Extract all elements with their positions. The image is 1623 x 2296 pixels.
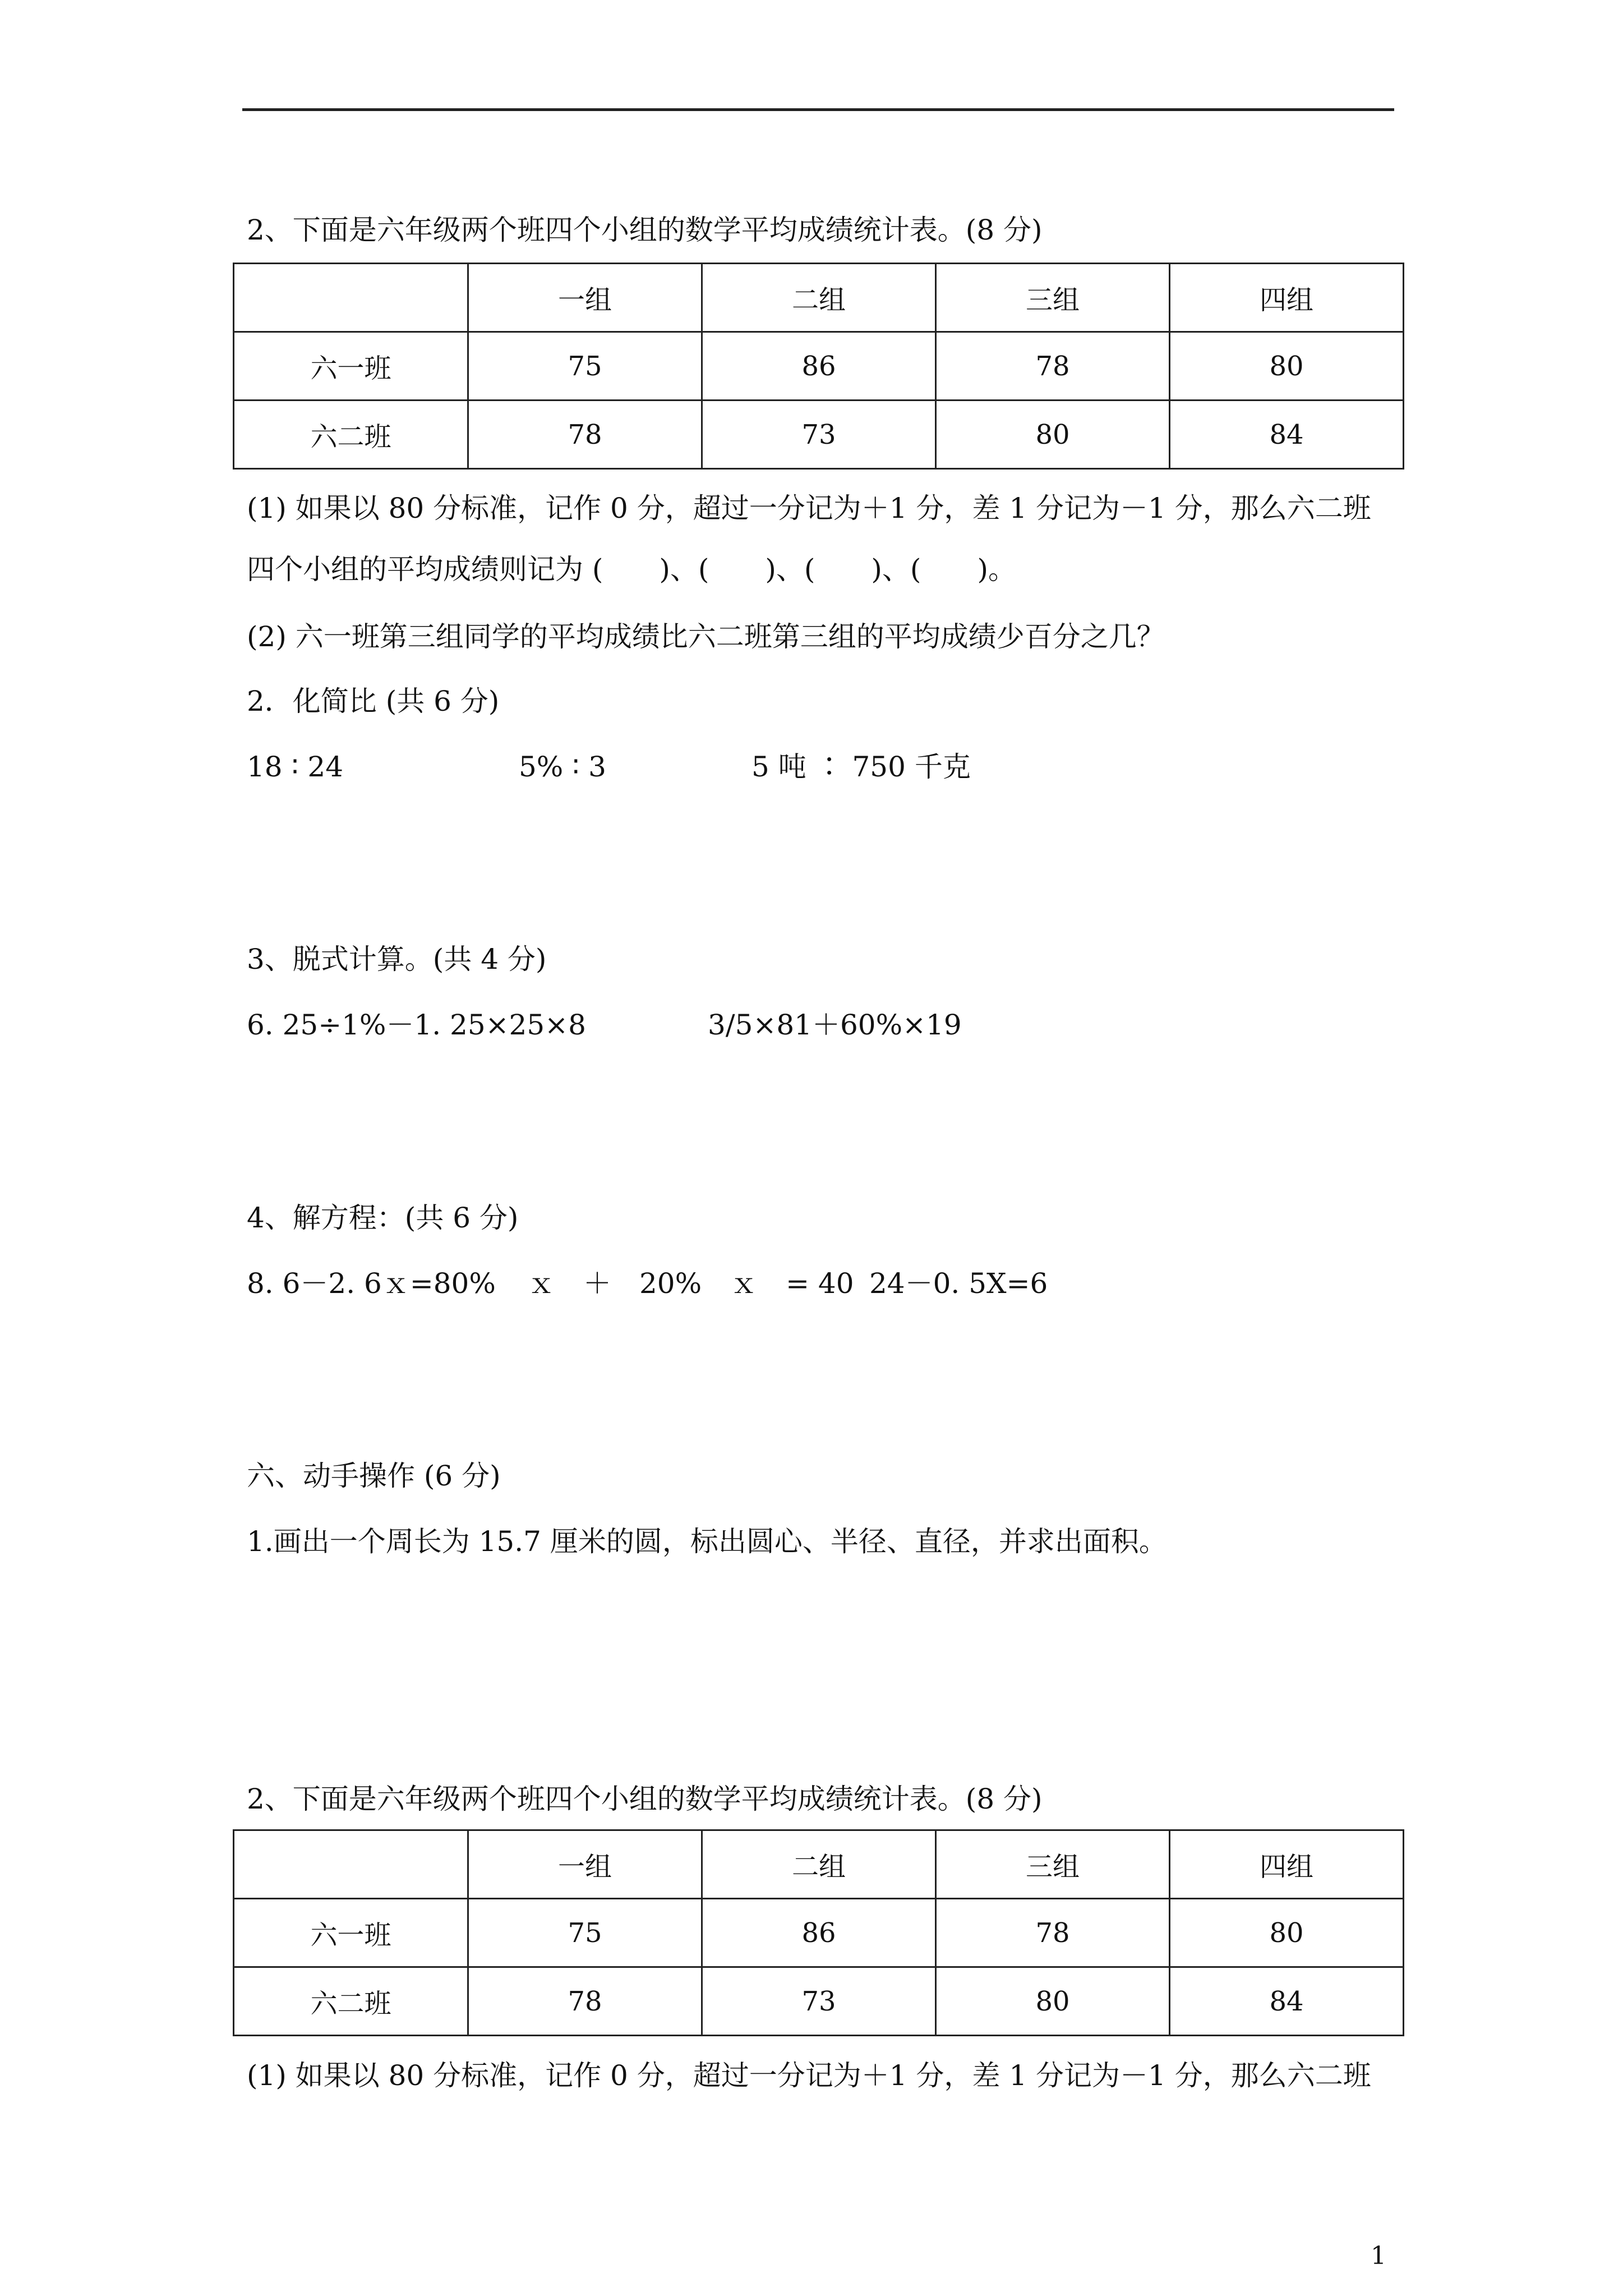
table-header-cell (234, 264, 468, 332)
table-cell: 80 (1170, 1899, 1404, 1967)
table-header-cell: 四组 (1170, 1830, 1404, 1899)
table-row-label: 六一班 (234, 332, 468, 401)
table-cell: 80 (1170, 332, 1404, 401)
section-title-simplify-ratio: 2．化简比 (共 6 分) (247, 685, 500, 717)
table-row-label: 六二班 (234, 1967, 468, 2036)
question-1-line-1: (1) 如果以 80 分标准，记作 0 分，超过一分记为＋1 分，差 1 分记为－1 分，那么六二班 (247, 492, 1371, 524)
table-header-cell: 一组 (468, 1830, 702, 1899)
table-header-cell: 四组 (1170, 264, 1404, 332)
page-number: 1 (1371, 2242, 1386, 2270)
question-2: (2) 六一班第三组同学的平均成绩比六二班第三组的平均成绩少百分之几？ (247, 620, 1165, 653)
table-row-label: 六二班 (234, 401, 468, 469)
question-1-line-1: (1) 如果以 80 分标准，记作 0 分，超过一分记为＋1 分，差 1 分记为－1 分，那么六二班 (247, 2059, 1371, 2092)
equation-item: 24－0. 5X=6 (869, 1267, 1048, 1300)
table-cell: 73 (702, 401, 936, 469)
question-1-line-2: 四个小组的平均成绩则记为 ( )、( )、( )、( )。 (247, 553, 1016, 586)
table-title: 2、下面是六年级两个班四个小组的数学平均成绩统计表。(8 分) (247, 1783, 1043, 1815)
table-header-cell: 二组 (702, 264, 936, 332)
score-table (233, 1829, 1404, 2036)
calculation-item: 6. 25÷1%－1. 25×25×8 (247, 1009, 586, 1041)
table-cell: 80 (936, 401, 1170, 469)
table-row (234, 332, 1404, 401)
table-header-row (234, 264, 1404, 332)
table-row-label: 六一班 (234, 1899, 468, 1967)
table-header-cell (234, 1830, 468, 1899)
ratio-item: 18 ∶ 24 (247, 751, 344, 783)
table-cell: 84 (1170, 401, 1404, 469)
table-header-cell: 二组 (702, 1830, 936, 1899)
table-header-row (234, 1830, 1404, 1899)
hands-on-question: 1.画出一个周长为 15.7 厘米的圆，标出圆心、半径、直径，并求出面积。 (247, 1525, 1167, 1558)
section-title-calculation: 3、脱式计算。(共 4 分) (247, 943, 547, 976)
section-title-hands-on: 六、动手操作 (6 分) (247, 1460, 501, 1492)
table-cell: 86 (702, 332, 936, 401)
table-cell: 86 (702, 1899, 936, 1967)
equation-item: ｘ ＋ 20% ｘ = 40 (527, 1267, 854, 1300)
table-row (234, 1899, 1404, 1967)
table-cell: 73 (702, 1967, 936, 2036)
table-title: 2、下面是六年级两个班四个小组的数学平均成绩统计表。(8 分) (247, 214, 1043, 246)
table-cell: 75 (468, 1899, 702, 1967)
table-row (234, 1967, 1404, 2036)
table-cell: 75 (468, 332, 702, 401)
calculation-item: 3/5×81＋60%×19 (708, 1009, 962, 1041)
table-header-cell: 三组 (936, 264, 1170, 332)
ratio-item: 5 吨 ∶ 750 千克 (751, 751, 971, 783)
equation-item: 8. 6－2. 6ｘ=80% (247, 1267, 496, 1300)
table-cell: 80 (936, 1967, 1170, 2036)
table-header-cell: 三组 (936, 1830, 1170, 1899)
table-cell: 78 (936, 1899, 1170, 1967)
table-row (234, 401, 1404, 469)
table-cell: 78 (936, 332, 1170, 401)
table-cell: 78 (468, 401, 702, 469)
section-title-equations: 4、解方程：(共 6 分) (247, 1202, 519, 1234)
table-cell: 78 (468, 1967, 702, 2036)
table-cell: 84 (1170, 1967, 1404, 2036)
score-table (233, 263, 1404, 470)
table-header-cell: 一组 (468, 264, 702, 332)
header-rule (242, 108, 1394, 111)
ratio-item: 5% ∶ 3 (519, 751, 606, 783)
